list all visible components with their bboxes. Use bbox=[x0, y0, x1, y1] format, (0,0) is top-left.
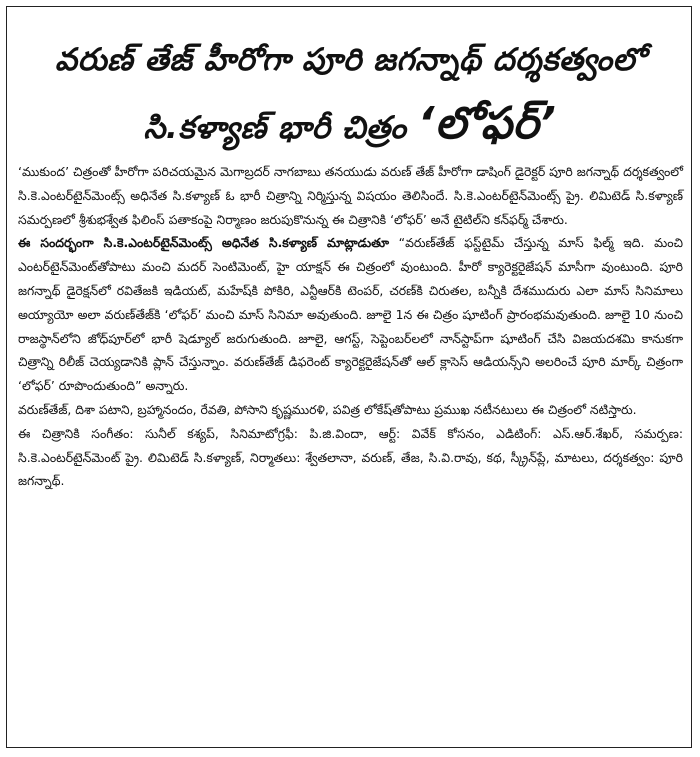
headline-line-2 bbox=[0, 100, 700, 152]
quote-lead: ఈ సందర్భంగా సి.కె.ఎంటర్‌టైన్‌మెంట్స్‌ అధినేత సి.కళ్యాణ్‌ మాట్లాడుతూ bbox=[18, 235, 390, 251]
article-body bbox=[18, 160, 683, 493]
movie-title: ‘లోఫర్‌’ bbox=[417, 98, 557, 149]
paragraph-credits: ఈ చిత్రానికి సంగీతం: సునీల్‌ కశ్యప్‌, సినిమాటోగ్రఫీ: పి.జి.విందా, ఆర్ట్‌: వివేక్‌ కోసనం, ఎడిటింగ్‌: ఎస్‌.ఆర్‌.శేఖర్‌, సమర్పణ: సి.కె.ఎంటర్‌టైన్‌మెంట్‌ ప్రై. లిమిటెడ్‌ సి.కళ్యాణ్‌, నిర్మాతలు: శ్వేతలానా, వరుణ్‌, తేజ, సి.వి.రావు, కథ, స్క్రీన్‌ప్లే, మాటలు, దర్శకత్వం: పూరి జగన్నాథ్‌. bbox=[18, 425, 683, 489]
paragraph-intro: ‘ముకుంద’ చిత్రంతో హీరోగా పరిచయమైన మెగాబ్రదర్‌ నాగబాబు తనయుడు వరుణ్‌ తేజ్‌ హీరోగా డాషింగ్‌ డైరెక్టర్‌ పూరి జగన్నాథ్‌ దర్శకత్వంలో సి.కె.ఎంటర్‌టైన్‌మెంట్స్‌ అధినేత సి.కళ్యాణ్‌ ఓ భారీ చిత్రాన్ని నిర్మిస్తున్న విషయం తెలిసిందే. సి.కె.ఎంటర్‌టైన్‌మెంట్స్‌ ప్రై. లిమిటెడ్‌ సి.కళ్యాణ్‌ సమర్పణలో శ్రీశుభశ్వేత ఫిలింస్‌ పతాకంపై నిర్మాణం జరుపుకొనున్న ఈ చిత్రానికి ‘లోఫర్‌’ అనే టైటిల్‌ని కన్‌ఫర్మ్‌ చేశారు. bbox=[18, 164, 683, 227]
headline-line-1: వరుణ్‌ తేజ్‌ హీరోగా పూరి జగన్నాథ్‌ దర్శకత్వంలో bbox=[55, 42, 645, 78]
headline-prefix: సి.కళ్యాణ్‌ భారీ చిత్రం bbox=[143, 110, 407, 146]
quote-text: “వరుణ్‌తేజ్‌ ఫస్ట్‌టైమ్‌ చేస్తున్న మాస్‌ ఫిల్మ్‌ ఇది. మంచి ఎంటర్‌టైన్‌మెంట్‌తోపాటు మంచి మదర్‌ సెంటిమెంట్‌, హై యాక్షన్‌ ఈ చిత్రంలో వుంటుంది. హీరో క్యారెక్టరైజేషన్‌ మాసీగా వుంటుంది. పూరి జగన్నాథ్‌ డైరెక్షన్‌లో రవితేజకి ఇడియట్‌, మహేష్‌కి పోకిరి, ఎన్టీఆర్‌కి టెంపర్‌, చరణ్‌కి చిరుతల, బన్నీకి దేశముదురు ఎలా మాస్‌ సినిమాలు అయ్యాయో అలా వరుణ్‌తేజ్‌కి ‘లోఫర్‌’ మంచి మాస్‌ సినిమా అవుతుంది. జూలై 1న ఈ చిత్రం షూటింగ్‌ ప్రారంభమవుతుంది. జూలై 10 నుంచి రాజస్థాన్‌లోని జోధ్‌పూర్‌లో భారీ షెడ్యూల్‌ జరుగుతుంది. జూలై, ఆగస్ట్‌, సెప్టెంబర్‌లలో నాన్‌స్టాప్‌గా షూటింగ్‌ చేసి విజయదశమి కానుకగా చిత్రాన్ని రిలీజ్‌ చెయ్యడానికి ప్లాన్‌ చేస్తున్నాం. వరుణ్‌తేజ్‌ డిఫరెంట్‌ క్యారెక్టరైజేషన్‌తో ఆల్‌ క్లాసెస్‌ ఆడియన్స్‌ని అలరించే పూరి మార్క్‌ చిత్రంగా ‘లోఫర్‌’ రూపొందుతుంది” అన్నారు. bbox=[18, 235, 684, 394]
paragraph-quote bbox=[18, 231, 683, 398]
paragraph-cast: వరుణ్‌తేజ్‌, దిశా పటాని, బ్రహ్మానందం, రేవతి, పోసాని కృష్ణమురళి, పవిత్ర లోకేష్‌తోపాటు ప్రముఖ నటీనటులు ఈ చిత్రంలో నటిస్తారు. bbox=[18, 401, 637, 417]
